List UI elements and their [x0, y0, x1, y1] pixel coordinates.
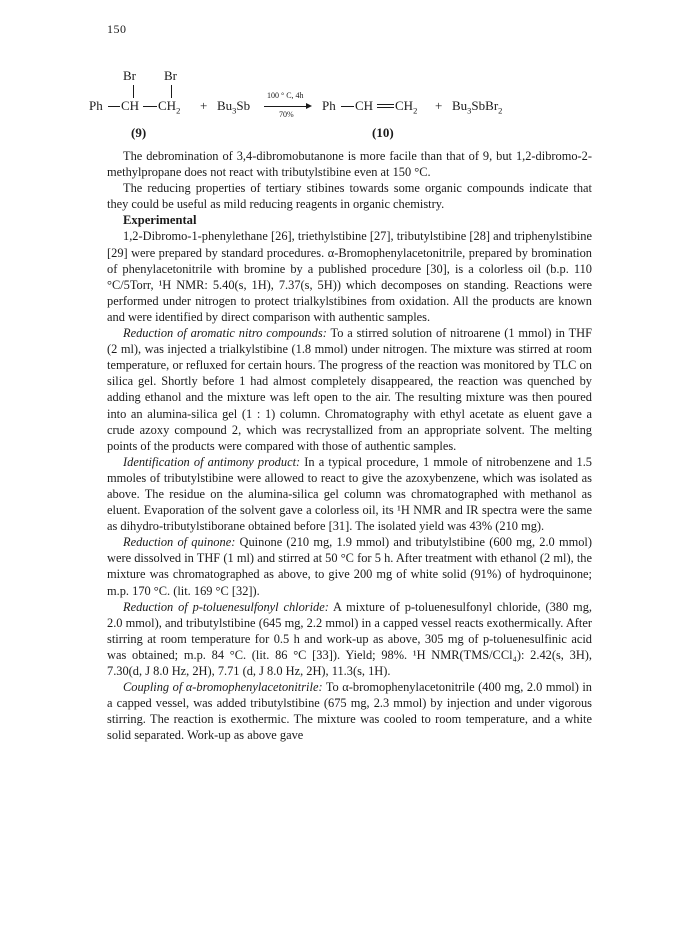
subheading-antimony: Identification of antimony product:: [123, 454, 301, 469]
byproduct: $Bu_3SbBr_2$: [452, 98, 503, 116]
paragraph-materials: 1,2-Dibromo-1-phenylethane [26], triethylstibine [27], tributylstibine [28] and triphenylstibine [29] were prepared by standard procedures. α-Bromophenylacetonitrile, prepared by bromination of phenylacetonitrile with bromine by a published procedure [30], is a colorless oil (b.p. 110 °C/5Torr, ¹H NMR: 5.40(s, 1H), 7.37(s, 5H)) which decomposes on standing. Reactions were performed under nitrogen to protect trialkylstibines from oxidation. All the products are known and were identified by direct comparison with authentic samples.: [107, 229, 592, 324]
reaction-yield: 70%: [279, 110, 294, 119]
scheme-br-1: Br: [123, 68, 136, 83]
subheading-coupling: Coupling of α-bromophenylacetonitrile:: [123, 680, 323, 695]
reactant-ch: CH: [121, 98, 140, 113]
reagent-tributylstibine: $Bu_3Sb$: [217, 98, 251, 116]
bond-vertical-1: [133, 85, 134, 98]
paragraph-reducing-properties: The reducing properties of tertiary stibines towards some organic compounds indicate that they could be useful as mild reducing reagents in organic chemistry.: [107, 181, 592, 212]
product-ch2: $CH_2$: [395, 98, 418, 116]
subheading-sulfonyl: Reduction of p-toluenesulfonyl chloride:: [123, 599, 329, 614]
bond-double: [377, 104, 394, 108]
plus-sign-2: +: [435, 98, 443, 113]
product-ph: Ph: [322, 98, 336, 113]
subheading-quinone: Reduction of quinone:: [123, 535, 236, 550]
reaction-conditions: 100 ° C, 4h: [267, 91, 304, 100]
reaction-arrow: [264, 106, 308, 107]
reaction-arrowhead: [306, 103, 312, 109]
product-ch: CH: [355, 98, 374, 113]
compound-label-9: (9): [131, 125, 147, 140]
reactant-ch2: $CH_2$: [158, 98, 181, 116]
bond-product-ph-ch: [341, 106, 354, 107]
reaction-scheme: [0, 0, 680, 150]
page-number: 150: [107, 22, 127, 36]
paragraph-sulfonyl: Reduction of p-toluenesulfonyl chloride: A mixture of p-toluenesulfonyl chloride, (380 mg, 2.0 mmol), and tributylstibine (645 mg, 2.2 mmol) in a capped vessel reacts exothermically. After stirring at room temperature for 0.5 h and work-up as above, 305 mg of p-toluenesulfinic acid was obtained; m.p. 84 °C. (lit. 86 °C [33]). Yield; 98%. ¹H NMR(TMS/CCl₄): 2.42(s, 3H), 7.30(d, J 8.0 Hz, 2H), 7.71 (d, J 8.0 Hz, 2H), 11.3(s, 1H).: [107, 599, 592, 678]
bond-vertical-2: [171, 85, 172, 98]
article-body: [107, 148, 592, 743]
bond-ch-ch2: [143, 106, 157, 107]
section-heading-experimental: Experimental: [123, 213, 197, 228]
paragraph-nitro-reduction: Reduction of aromatic nitro compounds: To a stirred solution of nitroarene (1 mmol) in THF (2 ml), was injected a trialkylstibine (1.8 mmol) under nitrogen. The mixture was stirred at room temperature, or refluxed for certain hours. The progress of the reaction was monitored by TLC on silica gel. Shortly before 1 had almost completely disappeared, the reaction was quenched by adding ethanol and the mixture was left open to the air. The resulting mixture was then poured into an alumina-silica gel (1 : 1) column. Chromatography with ethyl acetate as eluent gave a crude azoxy compound 2, which was recrystallized from an appropriate solvent. The melting points of the products were compared with those of authentic samples.: [107, 326, 593, 453]
subheading-nitro: Reduction of aromatic nitro compounds:: [123, 326, 327, 341]
paragraph-quinone: Reduction of quinone: Quinone (210 mg, 1.9 mmol) and tributylstibine (600 mg, 2.0 mmol) were dissolved in THF (1 ml) and stirred at 50 °C for 5 h. After treatment with ethanol (2 ml), the mixture was chromatographed as above, to give 200 mg of white solid (91%) of hydroquinone; m.p. 170 °C. (lit. 169 °C [32]).: [107, 535, 592, 598]
compound-label-10: (10): [372, 125, 394, 140]
paragraph-coupling: Coupling of α-bromophenylacetonitrile: To α-bromophenylacetonitrile (400 mg, 2.0 mmol) in a capped vessel, was added tributylstibine (675 mg, 2.3 mmol) by injection and under vigorous stirring. The reaction is exothermic. The mixture was cooled to room temperature, and a white solid separated. Work-up as above gave: [107, 680, 592, 743]
bond-ph-ch: [108, 106, 120, 107]
plus-sign-1: +: [200, 98, 208, 113]
scheme-br-2: Br: [164, 68, 177, 83]
reactant-ph: Ph: [89, 98, 103, 113]
paragraph-debromination: The debromination of 3,4-dibromobutanone is more facile than that of 9, but 1,2-dibromo-2-methylpropane does not react with tributylstibine even at 150 °C.: [107, 149, 592, 180]
paragraph-antimony-product: Identification of antimony product: In a typical procedure, 1 mmole of nitrobenzene and 1.5 mmoles of tributylstibine were allowed to react to give the azoxybenzene, which was isolated as above. The residue on the alumina-silica gel column was chromatographed with methanol as eluent. Evaporation of the solvent gave a colorless oil, its ¹H NMR and IR spectra were the same as dihydro-tributylstiborane obtained before [31]. The isolated yield was 43% (210 mg).: [107, 454, 592, 534]
